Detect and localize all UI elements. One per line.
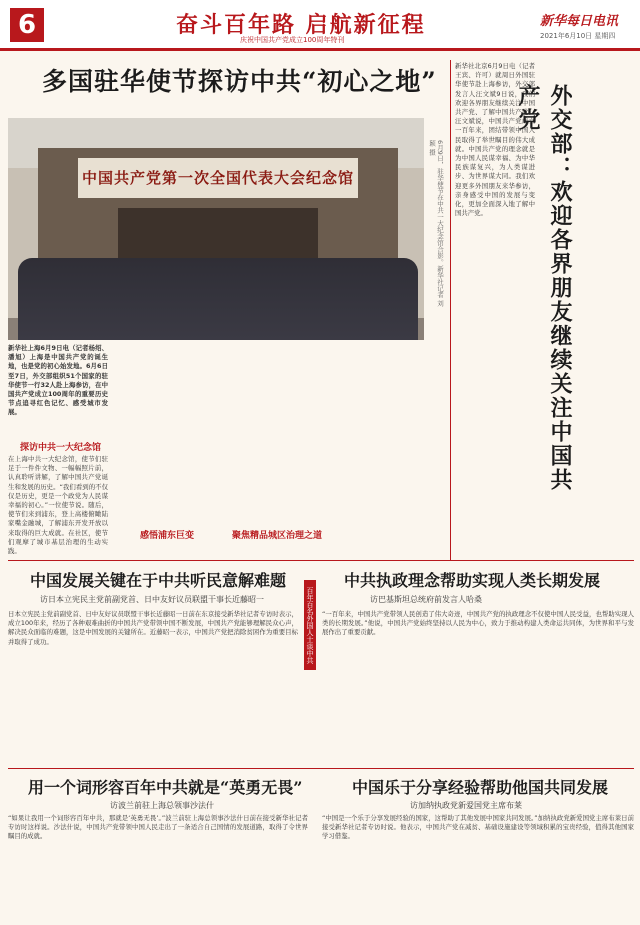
side-divider <box>450 60 451 560</box>
section-2-subtitle: 访巴基斯坦总统府前发言人哈桑 <box>370 595 482 604</box>
section-1-headline: 中国发展关键在于中共听民意解难题 <box>30 571 287 590</box>
issue-date: 2021年6月10日 星期四 <box>540 32 616 40</box>
section-2-headline: 中共执政理念帮助实现人类长期发展 <box>344 571 601 590</box>
column-title: 奋斗百年路 启航新征程 <box>176 12 426 38</box>
lead-subhead-1: 探访中共一大纪念馆 <box>20 443 102 453</box>
section-1-subtitle: 访日本立宪民主党前副党首、日中友好议员联盟干事长近藤昭一 <box>40 595 264 604</box>
section-1-body: 日本立宪民主党前副党首、日中友好议员联盟干事长近藤昭一日前在东京接受新华社记者专访时表示，成立100年来，经历了各种艰难曲折的中国共产党带领中国不断发展，中国共产党能够理解民众心声，解决民众面临的难题，这是中国发展的关键所在。近藤昭一表示，中国共产党把消除贫困作为重要目标并取得了成功。 <box>8 610 298 646</box>
lead-body-col2 <box>114 344 214 524</box>
section-divider-top <box>8 560 634 561</box>
section-divider-mid <box>8 768 634 769</box>
lead-body-col4 <box>326 344 426 544</box>
section-4-body: “中国是一个乐于分享发展经验的国家，这帮助了其他发展中国家共同发展。”加纳执政党新爱国党主席布莱日前接受新华社记者专访时说。他表示，中国共产党在减贫、基础设施建设等领域积累的宝贵经验，值得其他国家学习借鉴。 <box>322 814 634 841</box>
lead-subhead-3: 聚焦精品城区治理之道 <box>232 531 323 541</box>
lead-body: 在上海中共一大纪念馆，使节们驻足于一件件文物、一幅幅照片前，认真聆听讲解，了解中国共产党诞生和发展的历史。“我们看到的不仅仅是历史，更是一个政党为人民谋幸福的初心。”一位使节说。随后，使节们来到浦东，登上高楼俯瞰陆家嘴金融城，了解浦东开发开放以来取得的巨大成就。在社区，使节们观摩了城市基层治理的生动实践。 <box>8 455 108 555</box>
side-body-continued <box>580 62 634 552</box>
lead-photo <box>8 118 424 340</box>
column-subtitle: 庆祝中国共产党成立100周年特刊 <box>240 36 345 44</box>
series-tag: 百年百名外国人士谈中共 <box>304 580 316 670</box>
lead-headline: 多国驻华使节探访中共“初心之地” <box>42 67 437 96</box>
section-4-headline: 中国乐于分享经验帮助他国共同发展 <box>352 778 609 797</box>
section-3-headline: 用一个词形容百年中共就是“英勇无畏” <box>28 778 303 797</box>
photo-credit: 6月9日，驻华使节在中共一大纪念馆合影。新华社记者 刘颖 摄 <box>428 140 444 307</box>
lead-body-col3 <box>220 344 320 524</box>
photo-people <box>18 258 418 340</box>
photo-sign: 中国共产党第一次全国代表大会纪念馆 <box>78 158 358 198</box>
section-3-body: “如果让我用一个词形容百年中共，那就是‘英勇无畏’。”波兰前驻上海总领事沙法什日前在接受新华社记者专访时这样说。沙法什说，中国共产党带领中国人民走出了一条适合自己国情的发展道路，取得了令世界瞩目的成就。 <box>8 814 308 841</box>
side-body: 新华社北京6月9日电（记者王宾、许可）就周日外国驻华使节赴上海参访，外交部发言人汪文斌9日说，我们欢迎各界朋友继续关注中国共产党、了解中国共产党。汪文斌说，中国共产党成立一百年来，团结带领中国人民取得了举世瞩目的伟大成就。中国共产党的理念就是为中国人民谋幸福、为中华民族谋复兴，为人类谋进步、为世界谋大同。我们欢迎更多外国朋友来华参访，亲身感受中国的发展与变化，更加全面深入地了解中国共产党。 <box>455 62 535 218</box>
brand-logo: 新华每日电讯 <box>540 14 619 29</box>
lead-caption: 新华社上海6月9日电（记者杨绍、潘旭）上海是中国共产党的诞生地，也是党的初心始发地。6月6日至7日，外交部组织51个国家的驻华使节一行32人赴上海参访，在中国共产党成立100周年的重要历史节点追寻红色记忆、感受城市发展。 <box>8 344 108 417</box>
page-number: 6 <box>10 8 44 42</box>
section-4-subtitle: 访加纳执政党新爱国党主席布莱 <box>410 801 522 810</box>
section-3-subtitle: 访波兰前驻上海总领事沙法什 <box>110 801 214 810</box>
side-headline: 外交部：欢迎各界朋友继续关注中国共产党 <box>515 84 573 492</box>
lead-subhead-2: 感悟浦东巨变 <box>140 531 195 541</box>
section-2-body: “一百年来，中国共产党带领人民创造了伟大奇迹，中国共产党的执政理念不仅使中国人民受益，也帮助实现人类的长期发展。”他说，中国共产党始终坚持以人民为中心，致力于推动构建人类命运共同体，为世界和平与发展作出了重要贡献。 <box>322 610 634 637</box>
